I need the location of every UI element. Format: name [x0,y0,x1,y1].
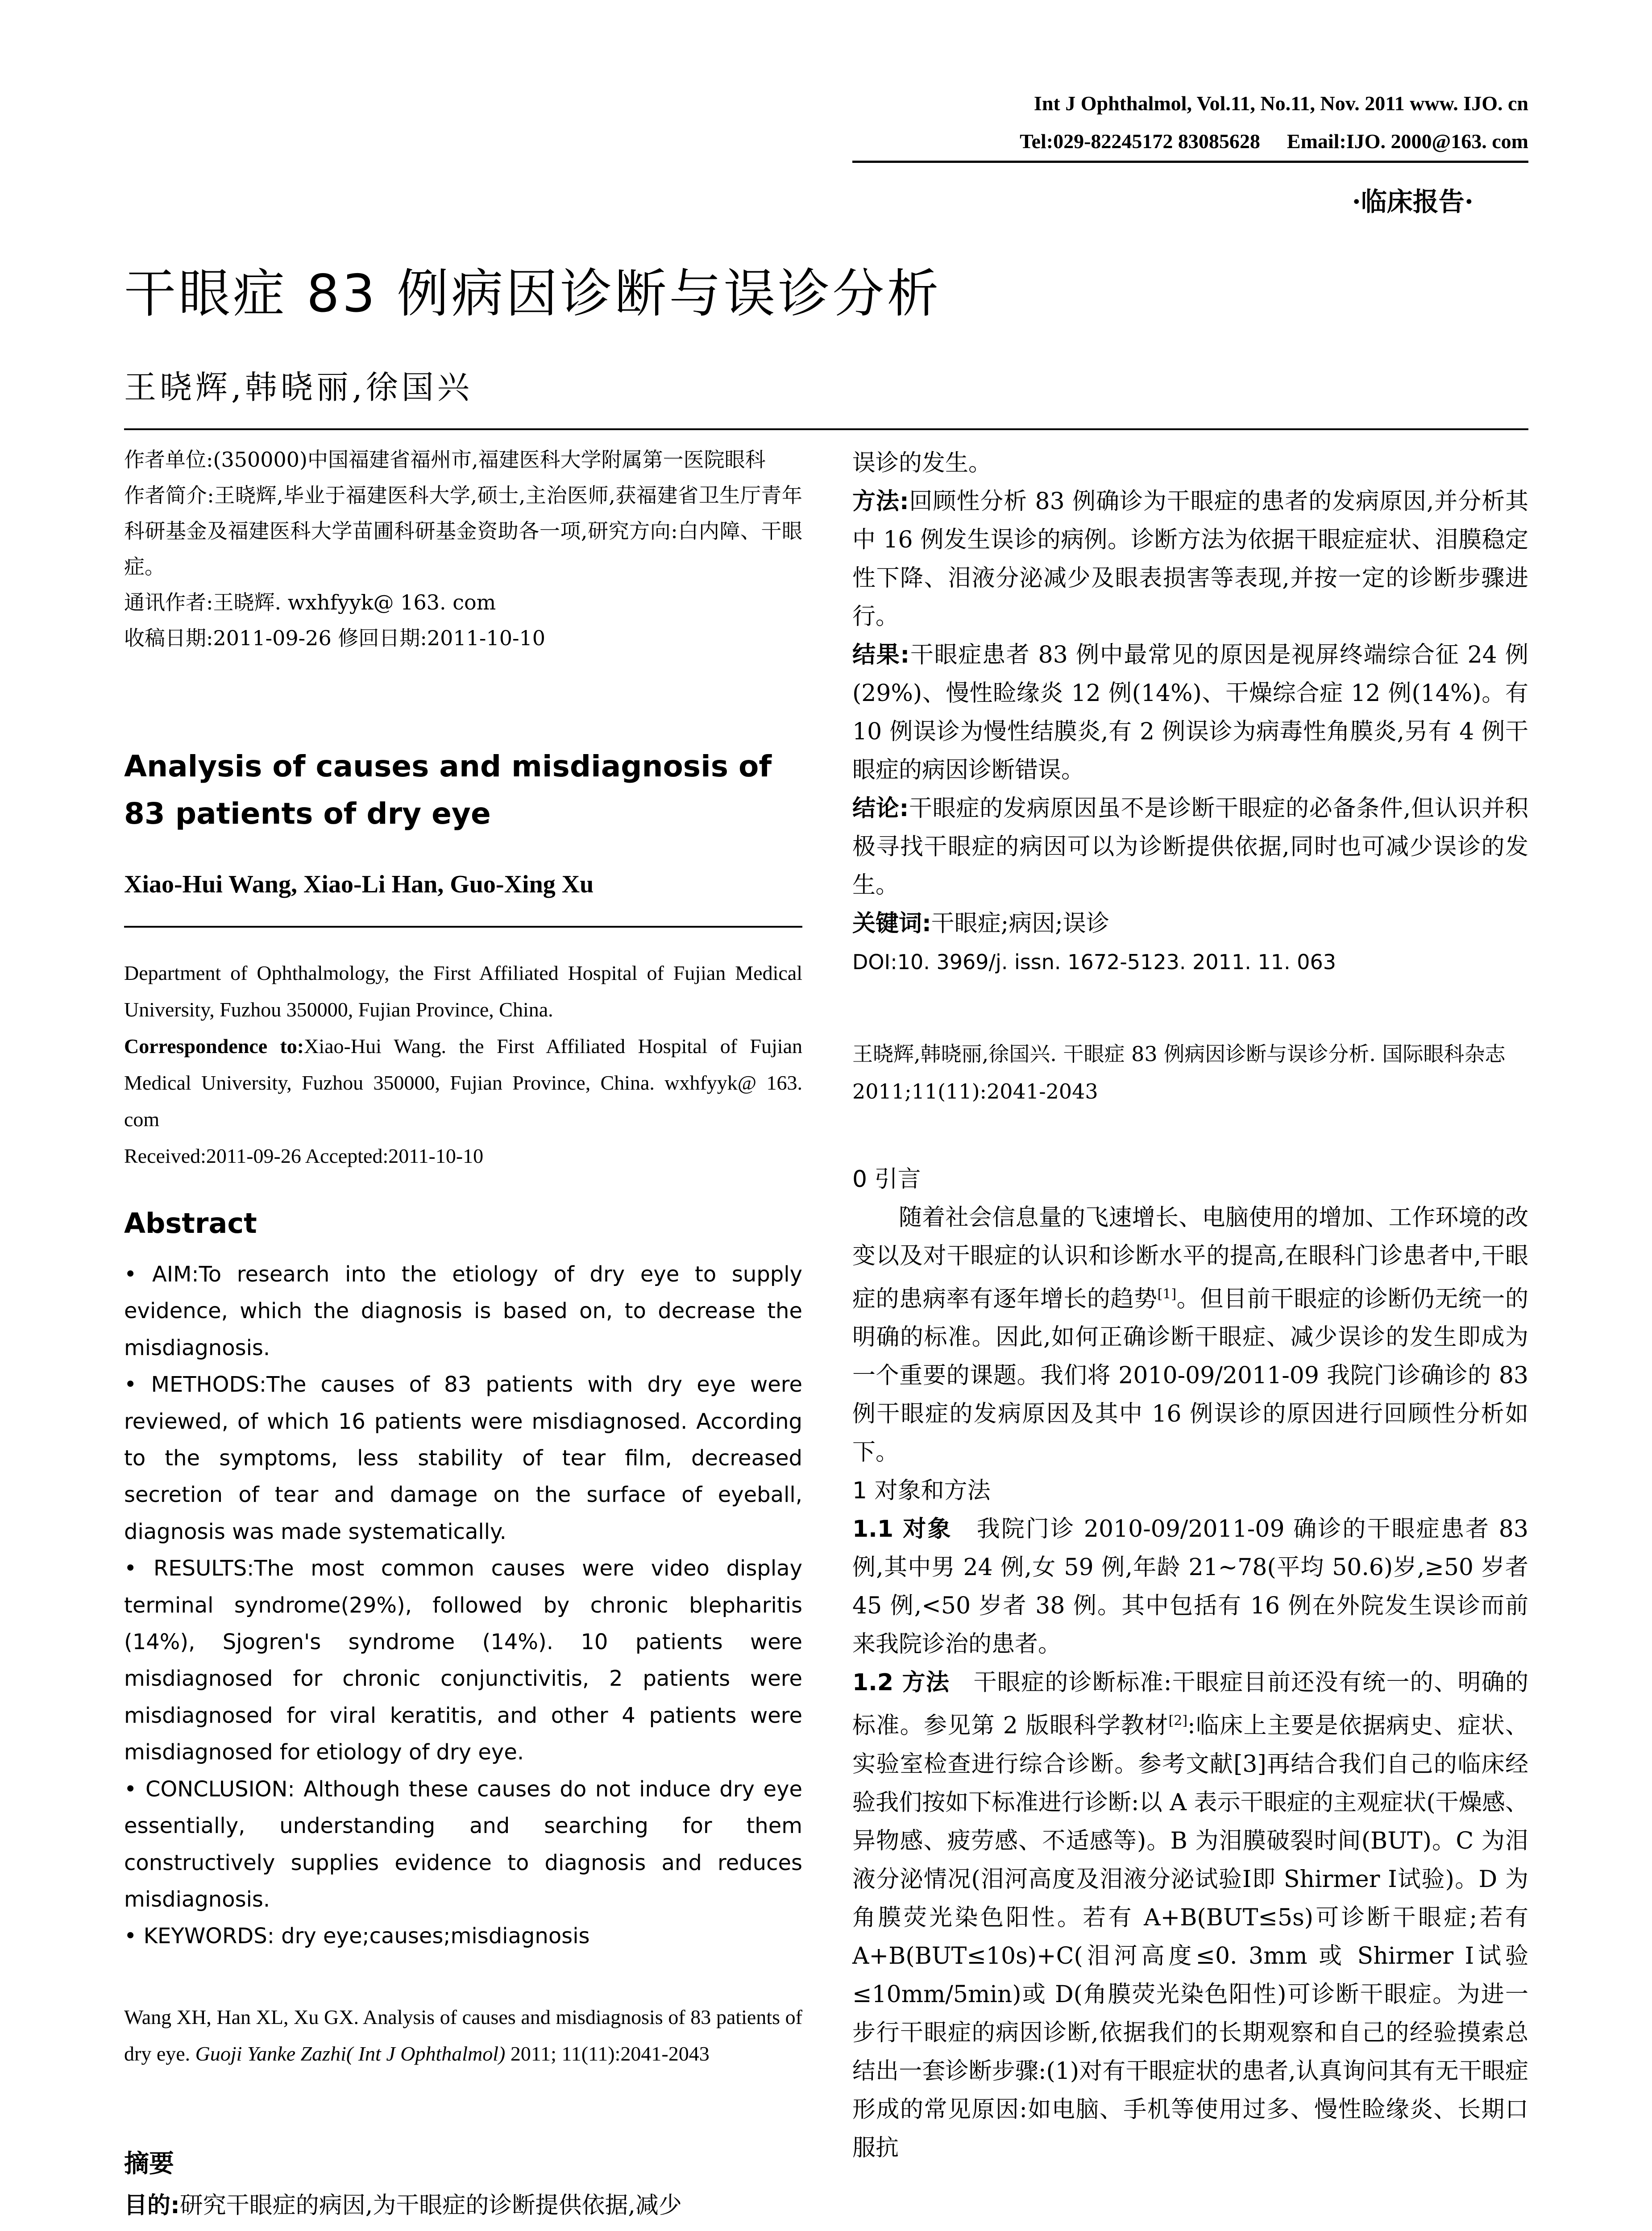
section-label: ·临床报告· [1352,187,1474,217]
subsection-1-2-label: 1.2 方法 [852,1669,950,1696]
section1-heading: 1 对象和方法 [852,1477,991,1505]
aim-text-part: 研究干眼症的病因,为干眼症的诊断提供依据,减少 [179,2192,682,2219]
abstract-methods: • METHODS:The causes of 83 patients with dry eye were reviewed, of which 16 patients were misdiagnosed. According to the symptoms, less stability of tear film, decreased secretion of tear and damage on the surface of eyeball, diagnosis was made systematically. [124,1372,802,1544]
header-rule [852,161,1528,163]
aim-label: 目的: [124,2192,180,2219]
author-affiliation: 作者单位:(350000)中国福建省福州市,福建医科大学附属第一医院眼科 [124,448,766,472]
citation-english [124,1999,802,2072]
subsection-1-2 [852,1663,1528,2167]
author-correspondence: 通讯作者:王晓辉. wxhfyyk@ 163. com [124,590,496,614]
journal-contact-line [1020,129,1528,153]
results-label: 结果: [852,642,910,668]
abstract-heading: Abstract [124,1207,257,1240]
chinese-abstract-continued [852,444,1528,981]
chinese-abstract-heading: 摘要 [124,2149,174,2178]
authors-cn: 王晓辉,韩晓丽,徐国兴 [124,369,473,406]
keywords-text: 干眼症;病因;误诊 [931,910,1109,937]
correspondence-label: Correspondence to: [124,1035,304,1057]
subsection-1-1-text: 我院门诊 2010-09/2011-09 确诊的干眼症患者 83 例,其中男 24 例,女 59 例,年龄 21~78(平均 50.6)岁,≥50 岁者 45 例,<50 岁者 38 例。其中包括有 16 例在外院发生误诊而前来我院诊治的患者。 [852,1516,1528,1658]
intro-text-b: 。但目前干眼症的诊断仍无统一的明确的标准。因此,如何正确诊断干眼症、减少误诊的发生即成为一个重要的课题。我们将 2010-09/2011-09 我院门诊确诊的 83 例干眼症的发病原因及其中 16 例误诊的原因进行回顾性分析如下。 [852,1286,1528,1466]
english-rule [124,926,802,928]
cn-conclusion [852,789,1528,904]
english-department: Department of Ophthalmology, the First Affiliated Hospital of Fujian Medical University, Fuzhou 350000, Fujian Province, China. [124,962,802,1021]
subsection-1-2-text-a: 干眼症的诊断标准:干眼症目前还没有统一的、明确的标准。参见第 2 版眼科学教材 [852,1669,1528,1739]
citation-prefix: Wang XH, Han XL, Xu GX. Analysis of causes and misdiagnosis of 83 patients of dry eye. [124,2006,802,2065]
aim-text-rest: 误诊的发生。 [852,450,992,477]
cn-doi: DOI:10. 3969/j. issn. 1672-5123. 2011. 11. 063 [852,950,1337,974]
english-correspondence [124,1028,802,1138]
journal-email: Email:IJO. 2000@163. com [1287,130,1528,153]
subsection-1-2-text-b: :临床上主要是依据病史、症状、实验室检查进行综合诊断。参考文献[3]再结合我们自己的临床经验我们按如下标准进行诊断:以 A 表示干眼症的主观症状(干燥感、异物感、疲劳感、不适感等)。B 为泪膜破裂时间(BUT)。C 为泪液分泌情况(泪河高度及泪液分泌试验Ⅰ即 Shirmer Ⅰ试验)。D 为角膜荧光染色阳性。若有 A+B(BUT≤5s)可诊断干眼症;若有 A+B(BUT≤10s)+C(泪河高度≤0. 3mm 或 Shirmer Ⅰ试验≤10mm/5min)或 D(角膜荧光染色阳性)可诊断干眼症。为进一步行干眼症的病因诊断,依据我们的长期观察和自己的经验摸索总结出一套诊断步骤:(1)对有干眼症状的患者,认真询问其有无干眼症形成的常见原因:如电脑、手机等使用过多、慢性睑缘炎、长期口服抗 [852,1712,1528,2161]
ref-1: [1] [1157,1286,1177,1302]
article-title: 干眼症 83 例病因诊断与误诊分析 [124,264,942,324]
journal-tel: Tel:029-82245172 83085628 [1020,130,1260,153]
methods-label: 方法: [852,488,909,515]
correspondence-text: Xiao-Hui Wang. the First Affiliated Hospital of Fujian Medical University, Fuzhou 350000, Fujian Province, China. wxhfyyk@ 163. com [124,1035,802,1131]
article-body [852,1160,1528,2167]
english-title: Analysis of causes and misdiagnosis of 83 patients of dry eye [124,749,772,831]
ref-2: [2] [1168,1713,1188,1729]
cn-results [852,636,1528,789]
journal-header-line: Int J Ophthalmol, Vol.11, No.11, Nov. 2011 www. IJO. cn [1034,92,1528,115]
intro-paragraph [852,1198,1528,1472]
keywords-label: 关键词: [852,910,931,937]
abstract-conclusion: • CONCLUSION: Although these causes do not induce dry eye essentially, understanding and searching for them constructively supplies evidence to diagnosis and reduces misdiagnosis. [124,1776,802,1912]
english-affiliation-block [124,955,802,1174]
cn-methods [852,482,1528,636]
author-bio: 作者简介:王晓辉,毕业于福建医科大学,硕士,主治医师,获福建省卫生厅青年科研基金及福建医科大学苗圃科研基金资助各一项,研究方向:白内障、干眼症。 [124,483,802,579]
results-text: 干眼症患者 83 例中最常见的原因是视屏终端综合征 24 例(29%)、慢性睑缘炎 12 例(14%)、干燥综合症 12 例(14%)。有 10 例误诊为慢性结膜炎,有 2 例误诊为病毒性角膜炎,另有 4 例干眼症的病因诊断错误。 [852,642,1528,784]
citation-journal: Guoji Yanke Zazhi( Int J Ophthalmol) [195,2042,506,2065]
conclusion-text: 干眼症的发病原因虽不是诊断干眼症的必备条件,但认识并积极寻找干眼症的病因可以为诊断提供依据,同时也可减少误诊的发生。 [852,795,1529,899]
english-authors: Xiao-Hui Wang, Xiao-Li Han, Guo-Xing Xu [124,871,594,898]
abstract-body [124,1256,802,1955]
abstract-results: • RESULTS:The most common causes were video display terminal syndrome(29%), followed by chronic blepharitis (14%), Sjogren's syndrome (14%). 10 patients were misdiagnosed for chronic conjunctivitis, 2 patients were misdiagnosed for viral keratitis, and other 4 patients were misdiagnosed for etiology of dry eye. [124,1556,802,1765]
abstract-keywords: • KEYWORDS: dry eye;causes;misdiagnosis [124,1924,590,1949]
citation-suffix: 2011; 11(11):2041-2043 [505,2042,710,2065]
author-dates: 收稿日期:2011-09-26 修回日期:2011-10-10 [124,626,546,650]
citation-chinese: 王晓辉,韩晓丽,徐国兴. 干眼症 83 例病因诊断与误诊分析. 国际眼科杂志 2011;11(11):2041-2043 [852,1042,1506,1103]
cn-keywords [852,904,1528,943]
subsection-1-1-label: 1.1 对象 [852,1516,952,1543]
abstract-aim: • AIM:To research into the etiology of dry eye to supply evidence, which the diagnosis is based on, to decrease the misdiagnosis. [124,1262,802,1360]
intro-heading: 0 引言 [852,1166,921,1193]
title-rule [124,428,1528,430]
methods-text: 回顾性分析 83 例确诊为干眼症的患者的发病原因,并分析其中 16 例发生误诊的病例。诊断方法为依据干眼症症状、泪膜稳定性下降、泪液分泌减少及眼表损害等表现,并按一定的诊断步骤进行。 [852,488,1528,630]
intro-text-a: 随着社会信息量的飞速增长、电脑使用的增加、工作环境的改变以及对干眼症的认识和诊断水平的提高,在眼科门诊患者中,干眼症的患病率有逐年增长的趋势 [852,1204,1528,1313]
conclusion-label: 结论: [852,795,909,822]
chinese-abstract-aim-start [124,2186,802,2225]
english-dates: Received:2011-09-26 Accepted:2011-10-10 [124,1145,484,1167]
author-notes [124,442,802,656]
subsection-1-1 [852,1510,1528,1663]
